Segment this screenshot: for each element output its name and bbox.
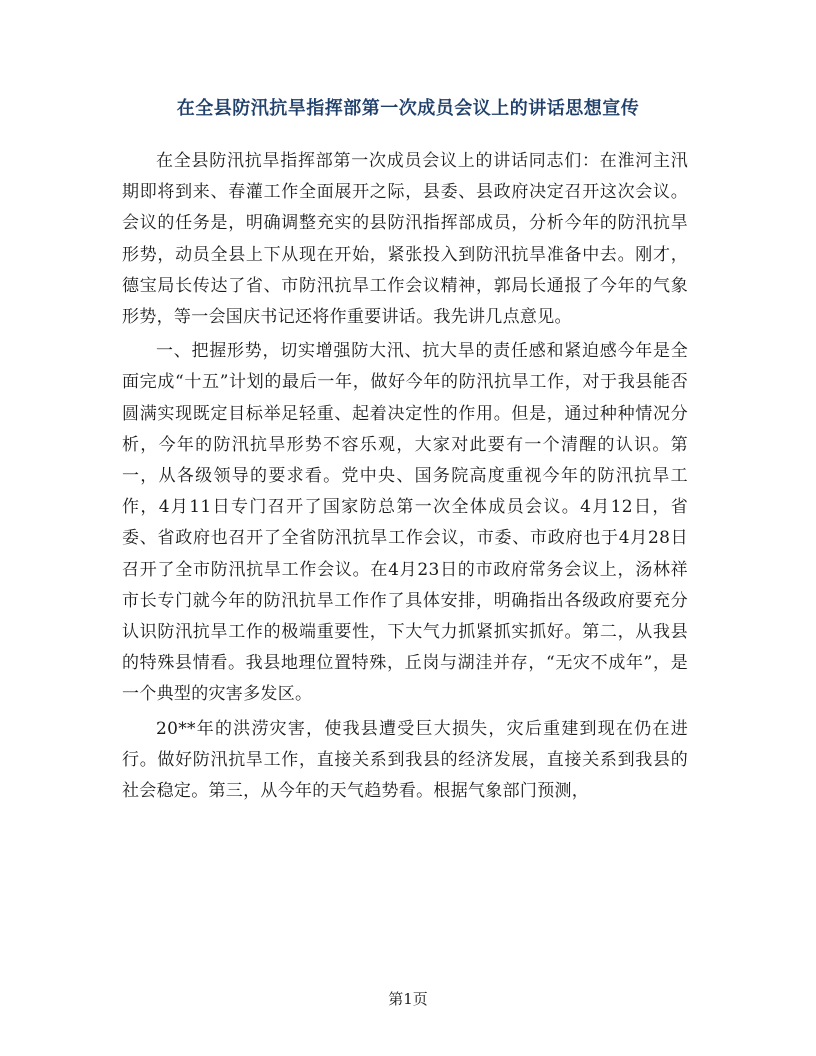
page-number: 第1页 bbox=[388, 990, 428, 1008]
document-body bbox=[122, 146, 688, 807]
paragraph-disaster: 20**年的洪涝灾害，使我县遭受巨大损失，灾后重建到现在仍在进行。做好防汛抗旱工作，直接关系到我县的经济发展，直接关系到我县的社会稳定。第三，从今年的天气趋势看。根据气象部门预测， bbox=[122, 718, 688, 802]
document-title: 在全县防汛抗旱指挥部第一次成员会议上的讲话思想宣传 bbox=[176, 98, 640, 119]
paragraph-opening: 在全县防汛抗旱指挥部第一次成员会议上的讲话同志们：在淮河主汛期即将到来、春灌工作全面展开之际，县委、县政府决定召开这次会议。会议的任务是，明确调整充实的县防汛指挥部成员，分析今年的防汛抗旱形势，动员全县上下从现在开始，紧张投入到防汛抗旱准备中去。刚才，德宝局长传达了省、市防汛抗旱工作会议精神，郭局长通报了今年的气象形势，等一会国庆书记还将作重要讲话。我先讲几点意见。 bbox=[122, 151, 688, 328]
paragraph-situation: 一、把握形势，切实增强防大汛、抗大旱的责任感和紧迫感今年是全面完成“十五”计划的最后一年，做好今年的防汛抗旱工作，对于我县能否圆满实现既定目标举足轻重、起着决定性的作用。但是，通过种种情况分析，今年的防汛抗旱形势不容乐观，大家对此要有一个清醒的认识。第一，从各级领导的要求看。党中央、国务院高度重视今年的防汛抗旱工作，4月11日专门召开了国家防总第一次全体成员会议。4月12日，省委、省政府也召开了全省防汛抗旱工作会议，市委、市政府也于4月28日召开了全市防汛抗旱工作会议。在4月23日的市政府常务会议上，汤林祥市长专门就今年的防汛抗旱工作作了具体安排，明确指出各级政府要充分认识防汛抗旱工作的极端重要性，下大气力抓紧抓实抓好。第二，从我县的特殊县情看。我县地理位置特殊，丘岗与湖洼并存，“无灾不成年”，是一个典型的灾害多发区。 bbox=[122, 341, 688, 705]
